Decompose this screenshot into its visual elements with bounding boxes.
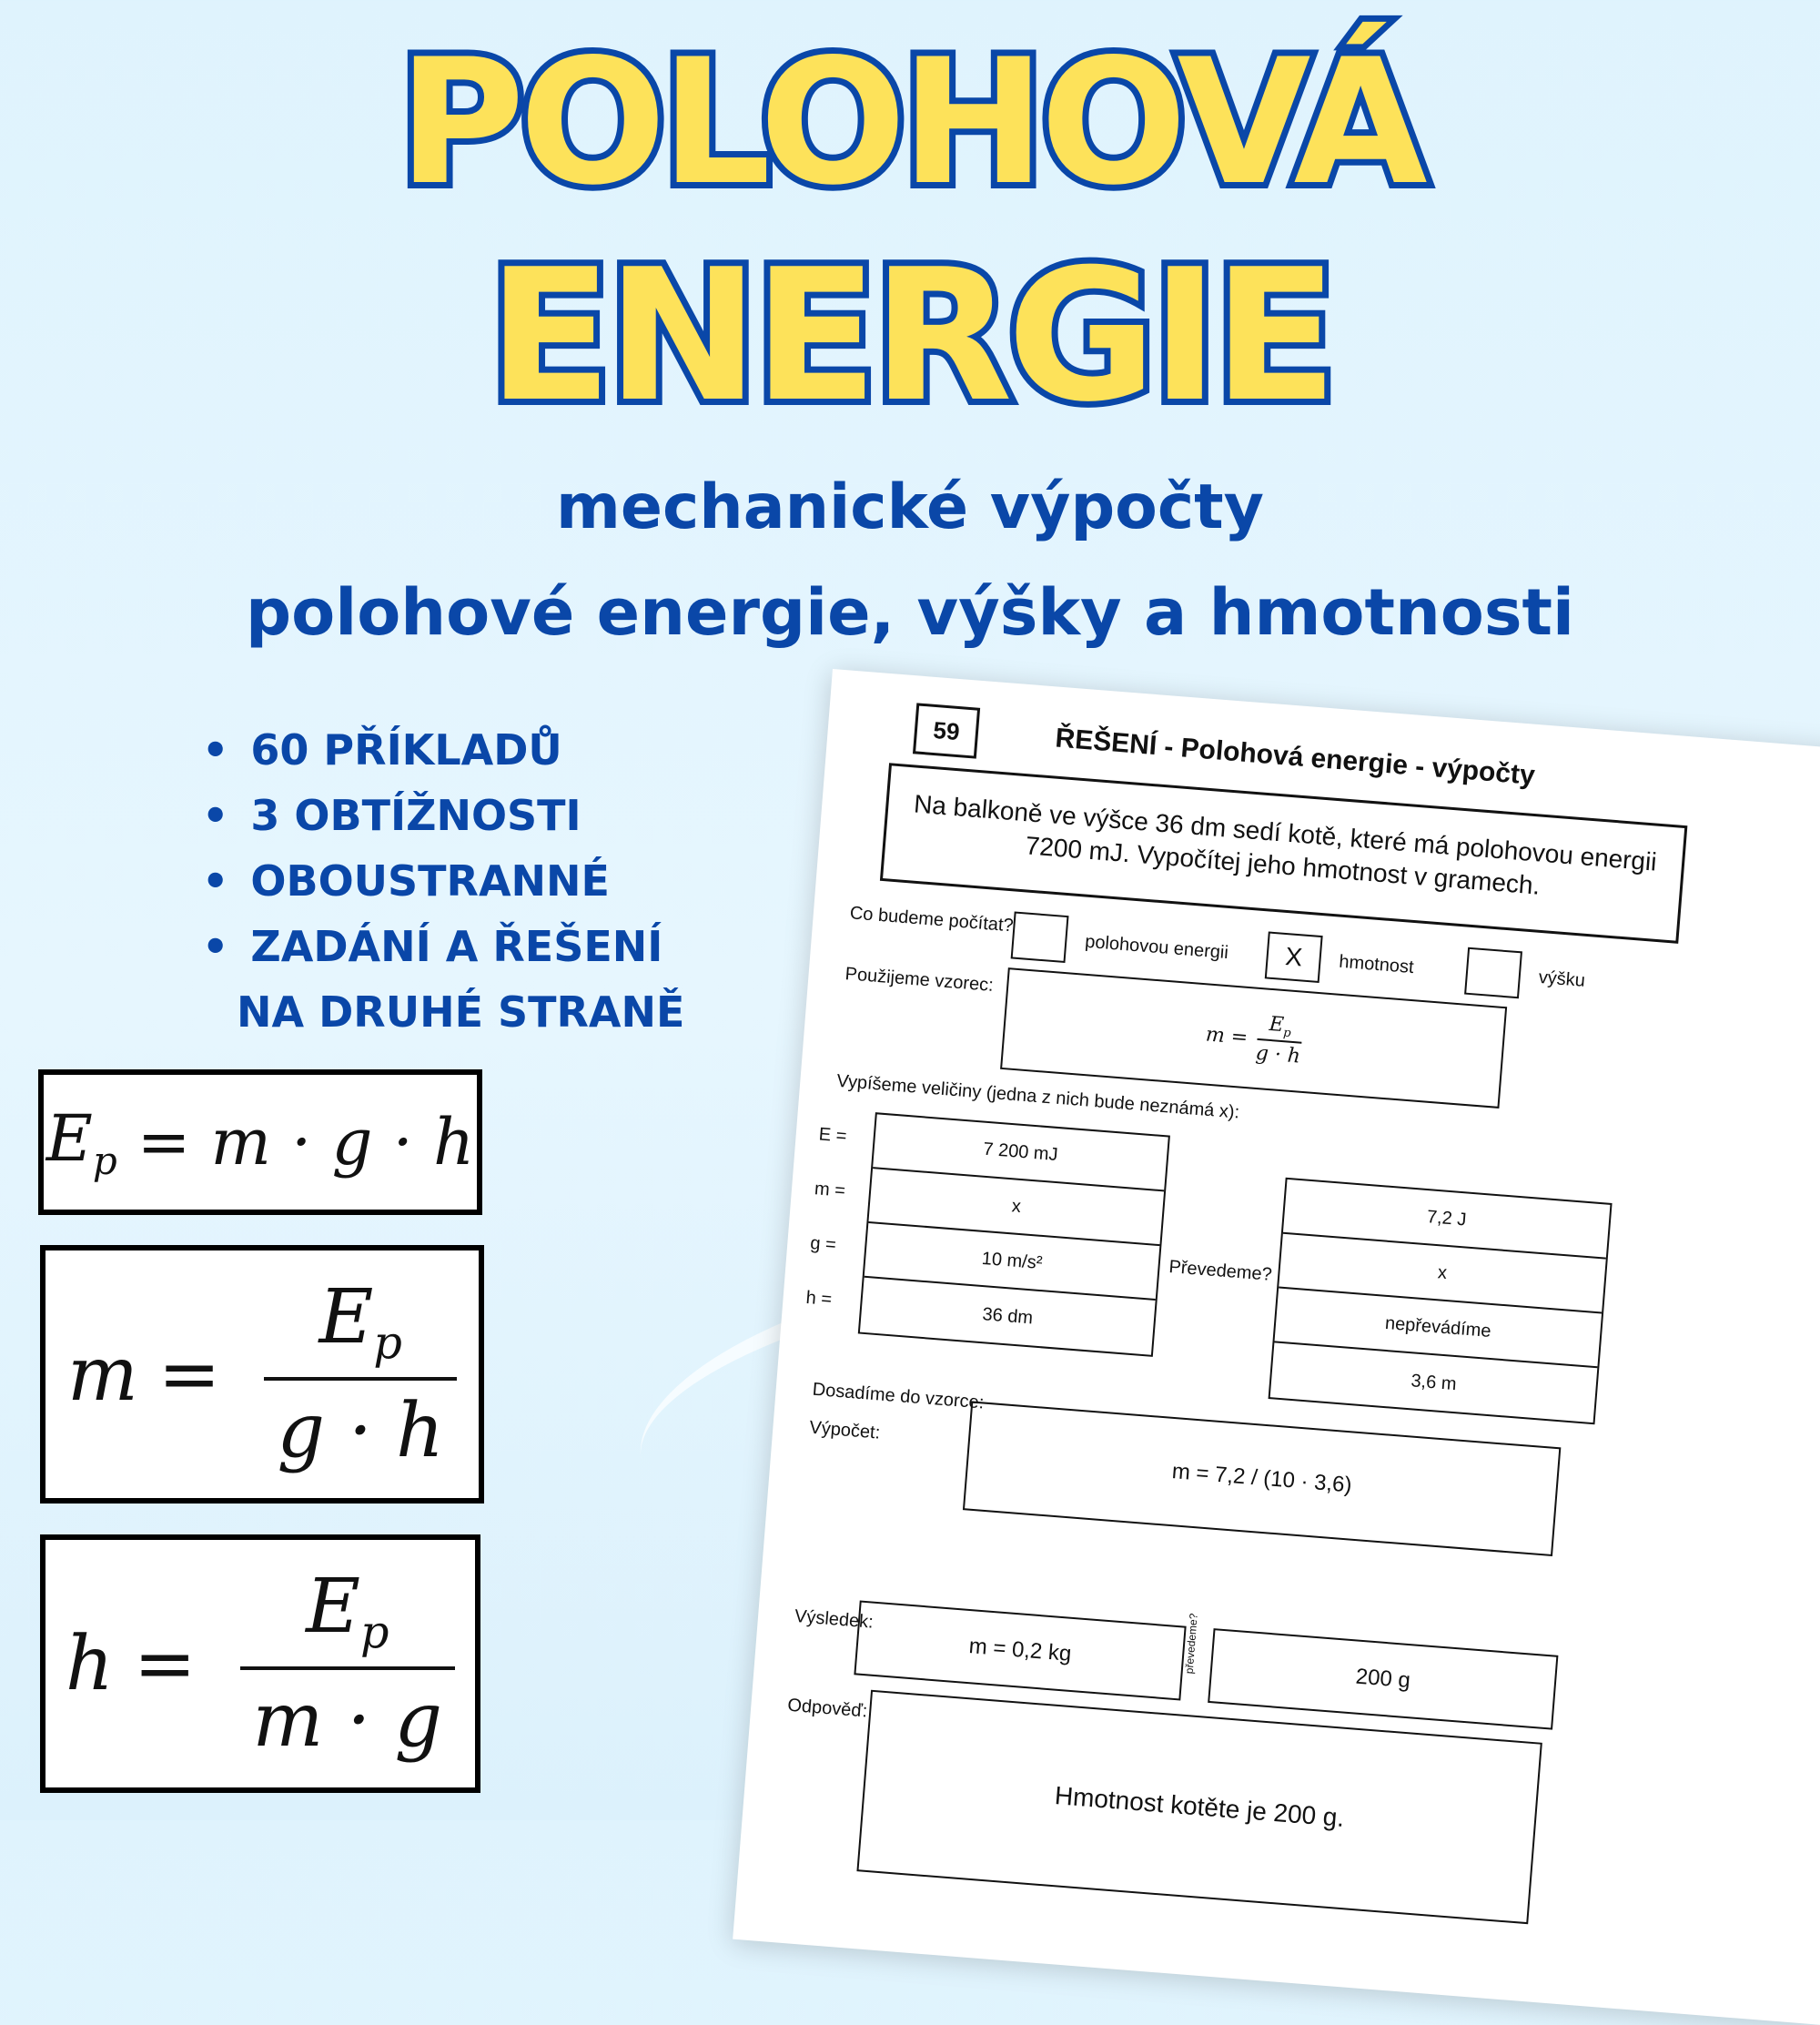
formula-lhs: m xyxy=(67,1331,138,1418)
convert-label: Převedeme? xyxy=(1168,1257,1273,1285)
option-label-height: výšku xyxy=(1537,967,1586,991)
answer-label: Odpověď: xyxy=(786,1695,869,1722)
substitute-label: Dosadíme do vzorce: xyxy=(811,1379,986,1413)
feature-item: • ZADÁNÍ A ŘEŠENÍ xyxy=(202,914,684,979)
feature-item: • 60 PŘÍKLADŮ xyxy=(202,717,684,783)
converted-cell: nepřevádíme xyxy=(1274,1289,1602,1369)
formula-equals: = xyxy=(133,1620,197,1707)
worksheet-number: 59 xyxy=(913,703,980,758)
result-converted-box: 200 g xyxy=(1208,1628,1558,1730)
formula-fraction: $\frac{E_p}{g \cdot h}$ xyxy=(264,1274,457,1473)
convert-small-label: převedeme? xyxy=(1182,1613,1200,1675)
formula-label: Použijeme vzorec: xyxy=(844,964,995,996)
result-label: Výsledek: xyxy=(794,1605,875,1633)
option-checkbox-mass: X xyxy=(1265,931,1323,983)
converted-table xyxy=(1269,1178,1613,1424)
quantity-name-g: g = xyxy=(809,1233,837,1256)
quantity-name-m: m = xyxy=(814,1179,846,1201)
value-cell: x xyxy=(868,1169,1164,1246)
converted-cell: 7,2 J xyxy=(1283,1180,1611,1260)
feature-list xyxy=(202,717,684,1045)
worksheet-preview xyxy=(733,669,1820,2025)
value-cell: 10 m/s² xyxy=(864,1223,1160,1301)
option-label-mass: hmotnost xyxy=(1338,951,1415,978)
subtitle-line-2: polohové energie, výšky a hmotnosti xyxy=(246,575,1574,650)
quantity-name-e: E = xyxy=(817,1124,848,1147)
formula-mass xyxy=(40,1245,484,1504)
worksheet-title: ŘEŠENÍ - Polohová energie - výpočty xyxy=(1054,723,1536,791)
value-cell: 7 200 mJ xyxy=(873,1114,1168,1191)
converted-cell: 3,6 m xyxy=(1410,1370,1458,1394)
result-box: m = 0,2 kg xyxy=(854,1600,1186,1700)
formula-fraction: $\frac{E_p}{m \cdot g}$ xyxy=(240,1564,455,1763)
feature-item-continued: NA DRUHÉ STRANĚ xyxy=(237,987,685,1037)
values-table xyxy=(858,1112,1170,1357)
quantities-label: Vypíšeme veličiny (jedna z nich bude neznámá x): xyxy=(835,1070,1240,1123)
title-line-2: ENERGIE xyxy=(488,230,1332,442)
formula-lhs: $E_p$ xyxy=(46,1101,117,1183)
quantity-name-h: h = xyxy=(804,1287,833,1311)
formula-rhs: m · g · h xyxy=(210,1105,475,1180)
formula-lhs: h xyxy=(66,1620,114,1707)
converted-cell: x xyxy=(1279,1234,1606,1314)
title-line-1: POLOHOVÁ xyxy=(398,22,1422,223)
formula-equals: = xyxy=(157,1331,221,1418)
worksheet-formula: m = $\frac{E_p}{g \cdot h}$ xyxy=(1000,967,1507,1109)
calc-label: Výpočet: xyxy=(808,1417,881,1443)
formula-height xyxy=(40,1534,480,1793)
worksheet-task: Na balkoně ve výšce 36 dm sedí kotě, které má polohovou energii 7200 mJ. Vypočítej jeho hmotnost v gramech. xyxy=(880,763,1687,944)
option-label-energy: polohovou energii xyxy=(1084,931,1229,964)
feature-item: • 3 OBTÍŽNOSTI xyxy=(202,783,684,848)
subtitle-line-1: mechanické výpočty xyxy=(556,471,1264,543)
option-checkbox-energy xyxy=(1011,911,1069,963)
value-cell: 36 dm xyxy=(981,1303,1034,1328)
formula-equals: = xyxy=(136,1105,191,1180)
feature-item: • OBOUSTRANNÉ xyxy=(202,848,684,914)
option-checkbox-height xyxy=(1464,947,1522,999)
answer-box: Hmotnost kotěte je 200 g. xyxy=(856,1690,1542,1924)
calculation-box: m = 7,2 / (10 · 3,6) xyxy=(963,1401,1561,1556)
question-label: Co budeme počítat? xyxy=(849,903,1015,937)
formula-energy xyxy=(38,1069,482,1215)
